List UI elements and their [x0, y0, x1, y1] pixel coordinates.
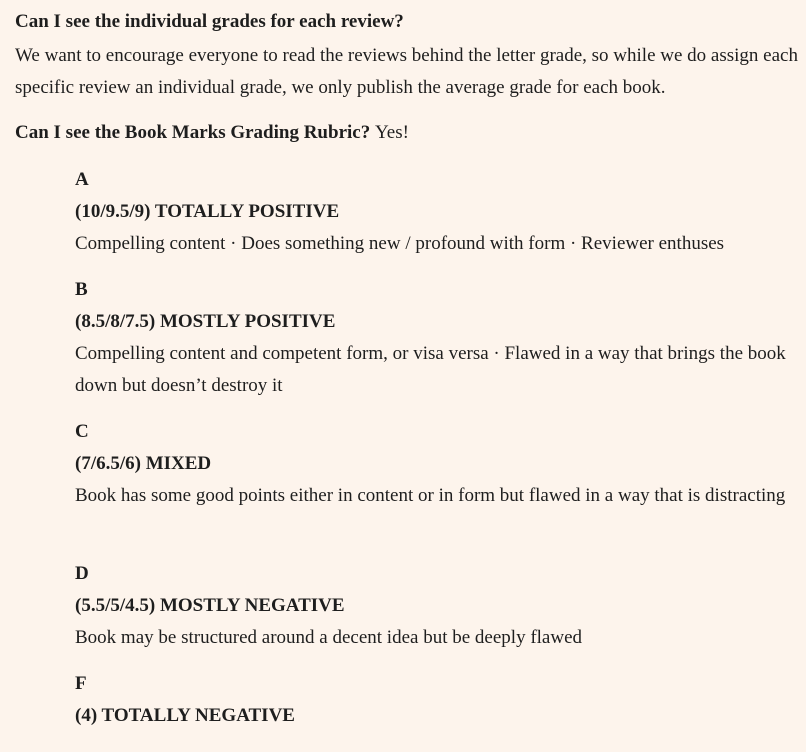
- faq-answer-rubric: Yes!: [374, 122, 409, 143]
- faq-question-rubric: Can I see the Book Marks Grading Rubric?: [15, 122, 371, 143]
- faq-answer-individual-grades: We want to encourage everyone to read the reviews behind the letter grade, so while we do assign each specific review an individual grade, we only publish the average grade for each book.: [15, 45, 798, 98]
- grade-label: (4) TOTALLY NEGATIVE: [75, 705, 295, 726]
- grade-description: Compelling content and competent form, or visa versa · Flawed in a way that brings the book down but doesn’t destroy it: [75, 343, 786, 396]
- faq-question-rubric-line: [15, 120, 409, 146]
- grade-label: (7/6.5/6) MIXED: [75, 453, 212, 474]
- grade-letter: F: [75, 673, 87, 694]
- grade-description: Book has some good points either in content or in form but flawed in a way that is distracting: [75, 485, 786, 506]
- grade-block-c: [75, 420, 795, 512]
- grade-letter: D: [75, 563, 89, 584]
- grade-label: (10/9.5/9) TOTALLY POSITIVE: [75, 201, 340, 222]
- grade-block-d: [75, 562, 795, 654]
- grade-label: (5.5/5/4.5) MOSTLY NEGATIVE: [75, 595, 345, 616]
- grade-letter: B: [75, 279, 88, 300]
- grade-block-a: [75, 168, 795, 260]
- grade-block-b: [75, 278, 795, 402]
- grade-block-f: [75, 672, 795, 728]
- grade-description: Compelling content · Does something new / profound with form · Reviewer enthuses: [75, 233, 725, 254]
- grade-label: (8.5/8/7.5) MOSTLY POSITIVE: [75, 311, 336, 332]
- faq-question-individual-grades: Can I see the individual grades for each review?: [15, 11, 404, 32]
- grade-letter: A: [75, 169, 89, 190]
- grade-description: Book may be structured around a decent idea but be deeply flawed: [75, 627, 583, 648]
- grade-letter: C: [75, 421, 89, 442]
